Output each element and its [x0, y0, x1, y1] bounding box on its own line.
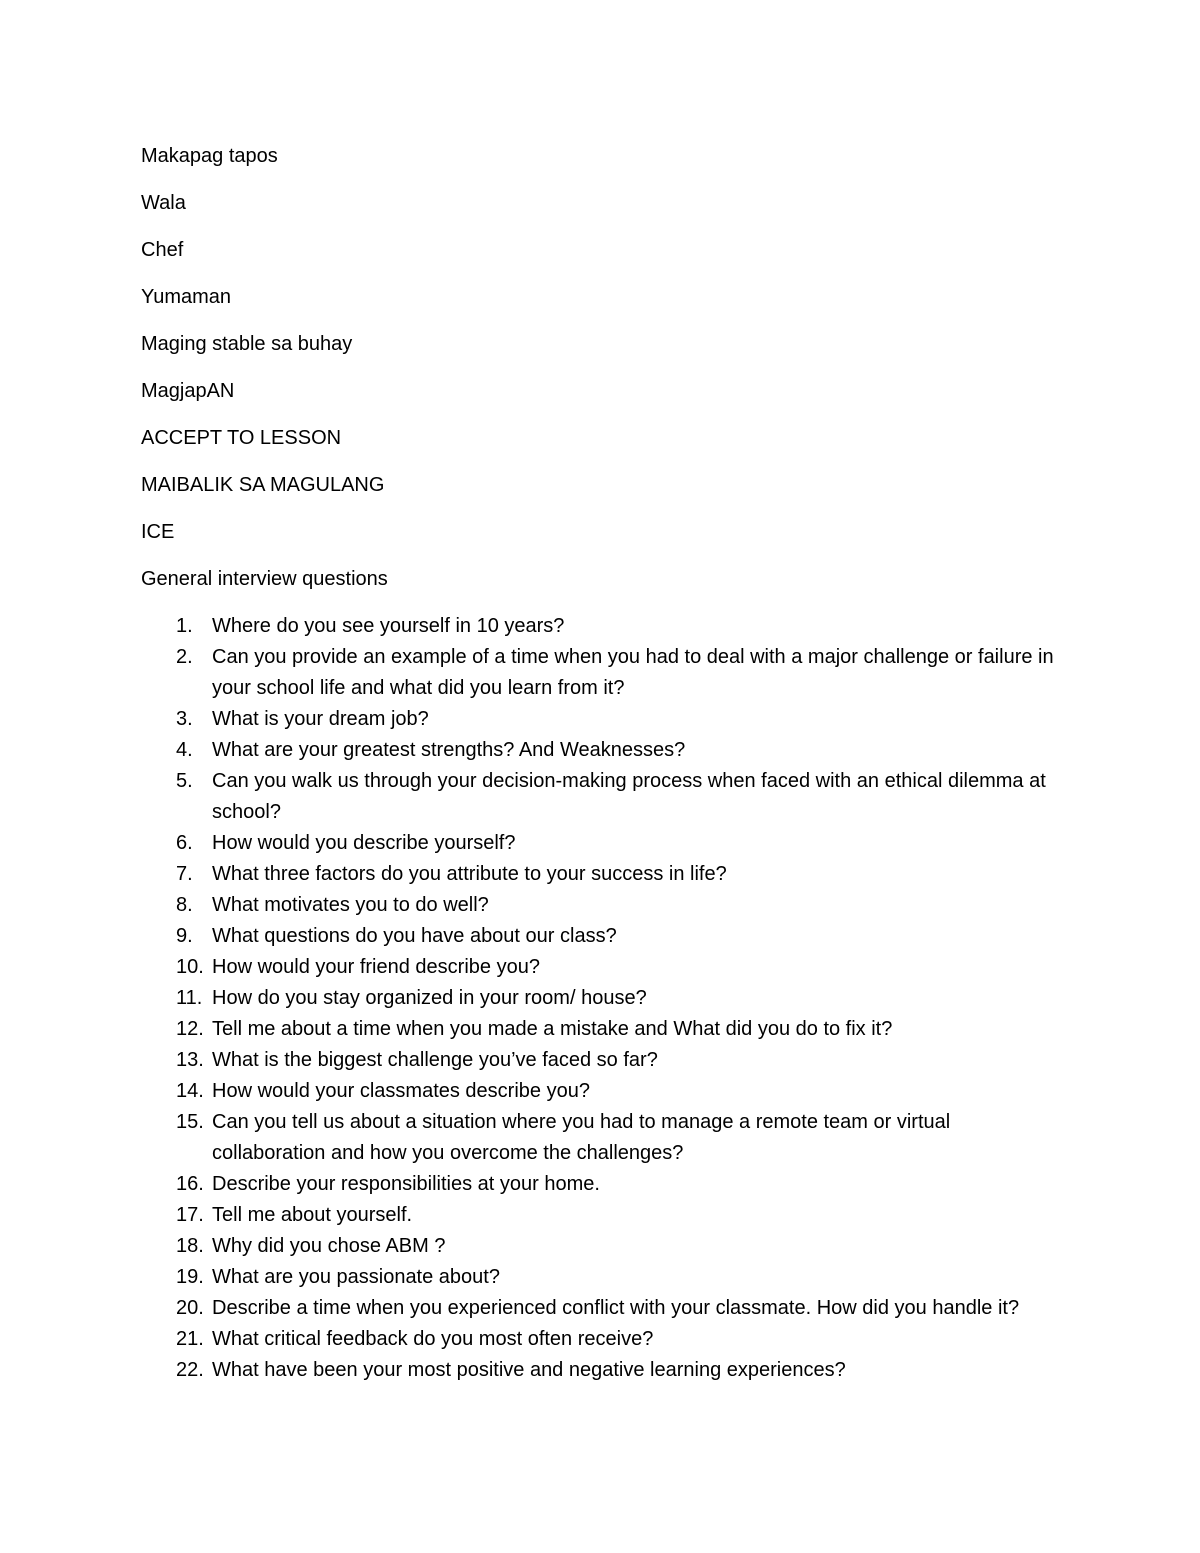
list-item-text: What are your greatest strengths? And Weaknesses?	[212, 739, 686, 761]
list-item-number: 6.	[176, 832, 193, 854]
list-item	[141, 1262, 1066, 1293]
list-item	[141, 1014, 1066, 1045]
list-item-text: What critical feedback do you most often receive?	[212, 1328, 654, 1350]
list-item-number: 15.	[176, 1111, 204, 1133]
list-item-number: 11.	[176, 987, 203, 1009]
list-item-number: 14.	[176, 1080, 204, 1102]
list-item-number: 20.	[176, 1297, 204, 1319]
list-item	[141, 921, 1066, 952]
document-body	[141, 141, 1066, 1386]
list-item-text: How would your classmates describe you?	[212, 1080, 590, 1102]
list-item	[141, 1355, 1066, 1386]
list-item-text: Tell me about a time when you made a mistake and What did you do to fix it?	[212, 1018, 893, 1040]
list-item-number: 8.	[176, 894, 193, 916]
list-item	[141, 704, 1066, 735]
text-line-6: MagjapAN	[141, 380, 235, 402]
list-item	[141, 611, 1066, 642]
list-item-number: 10.	[176, 956, 204, 978]
list-item-text: Describe a time when you experienced conflict with your classmate. How did you handle it?	[212, 1297, 1020, 1319]
list-item	[141, 1200, 1066, 1231]
list-item-text: What motivates you to do well?	[212, 894, 489, 916]
list-item-text: Why did you chose ABM ?	[212, 1235, 446, 1257]
list-item-number: 21.	[176, 1328, 204, 1350]
question-list	[141, 611, 1066, 1386]
list-item-text: Tell me about yourself.	[212, 1204, 413, 1226]
list-item-number: 1.	[176, 615, 193, 637]
list-item-number: 4.	[176, 739, 193, 761]
list-item	[141, 952, 1066, 983]
text-line-3: Chef	[141, 239, 184, 261]
list-item-number: 16.	[176, 1173, 204, 1195]
list-item-text: How would your friend describe you?	[212, 956, 540, 978]
list-item-text: Can you provide an example of a time when you had to deal with a major challenge or failure in your school life and what did you learn from it?	[212, 646, 1054, 699]
list-item	[141, 766, 1066, 828]
list-item	[141, 642, 1066, 704]
list-item-number: 7.	[176, 863, 193, 885]
list-item-text: What questions do you have about our class?	[212, 925, 617, 947]
list-item	[141, 735, 1066, 766]
list-item	[141, 1107, 1066, 1169]
list-item-number: 17.	[176, 1204, 204, 1226]
list-item-text: What have been your most positive and negative learning experiences?	[212, 1359, 846, 1381]
list-item-text: How do you stay organized in your room/ house?	[212, 987, 647, 1009]
list-item-text: Where do you see yourself in 10 years?	[212, 615, 565, 637]
list-item	[141, 1293, 1066, 1324]
list-item-text: What three factors do you attribute to your success in life?	[212, 863, 727, 885]
list-item-number: 19.	[176, 1266, 204, 1288]
list-item	[141, 1045, 1066, 1076]
list-item-number: 9.	[176, 925, 193, 947]
list-item-number: 13.	[176, 1049, 204, 1071]
list-item-number: 5.	[176, 770, 193, 792]
list-item-text: Can you tell us about a situation where you had to manage a remote team or virtual collaboration and how you overcome the challenges?	[212, 1111, 951, 1164]
list-item-text: Can you walk us through your decision-making process when faced with an ethical dilemma at school?	[212, 770, 1046, 823]
list-item-number: 12.	[176, 1018, 204, 1040]
list-item-text: Describe your responsibilities at your home.	[212, 1173, 600, 1195]
list-item-text: What is the biggest challenge you’ve faced so far?	[212, 1049, 658, 1071]
list-item-number: 18.	[176, 1235, 204, 1257]
list-item	[141, 1169, 1066, 1200]
section-heading: General interview questions	[141, 568, 388, 590]
list-item	[141, 1324, 1066, 1355]
text-line-7: ACCEPT TO LESSON	[141, 427, 342, 449]
text-line-4: Yumaman	[141, 286, 232, 308]
list-item-number: 2.	[176, 646, 193, 668]
list-item	[141, 828, 1066, 859]
text-line-8: MAIBALIK SA MAGULANG	[141, 474, 385, 496]
list-item	[141, 859, 1066, 890]
list-item-number: 3.	[176, 708, 193, 730]
text-line-9: ICE	[141, 521, 175, 543]
text-line-5: Maging stable sa buhay	[141, 333, 353, 355]
list-item-text: How would you describe yourself?	[212, 832, 516, 854]
text-line-2: Wala	[141, 192, 186, 214]
list-item	[141, 983, 1066, 1014]
list-item-text: What is your dream job?	[212, 708, 429, 730]
list-item	[141, 1076, 1066, 1107]
list-item-text: What are you passionate about?	[212, 1266, 500, 1288]
text-line-1: Makapag tapos	[141, 145, 278, 167]
list-item-number: 22.	[176, 1359, 204, 1381]
list-item	[141, 890, 1066, 921]
list-item	[141, 1231, 1066, 1262]
